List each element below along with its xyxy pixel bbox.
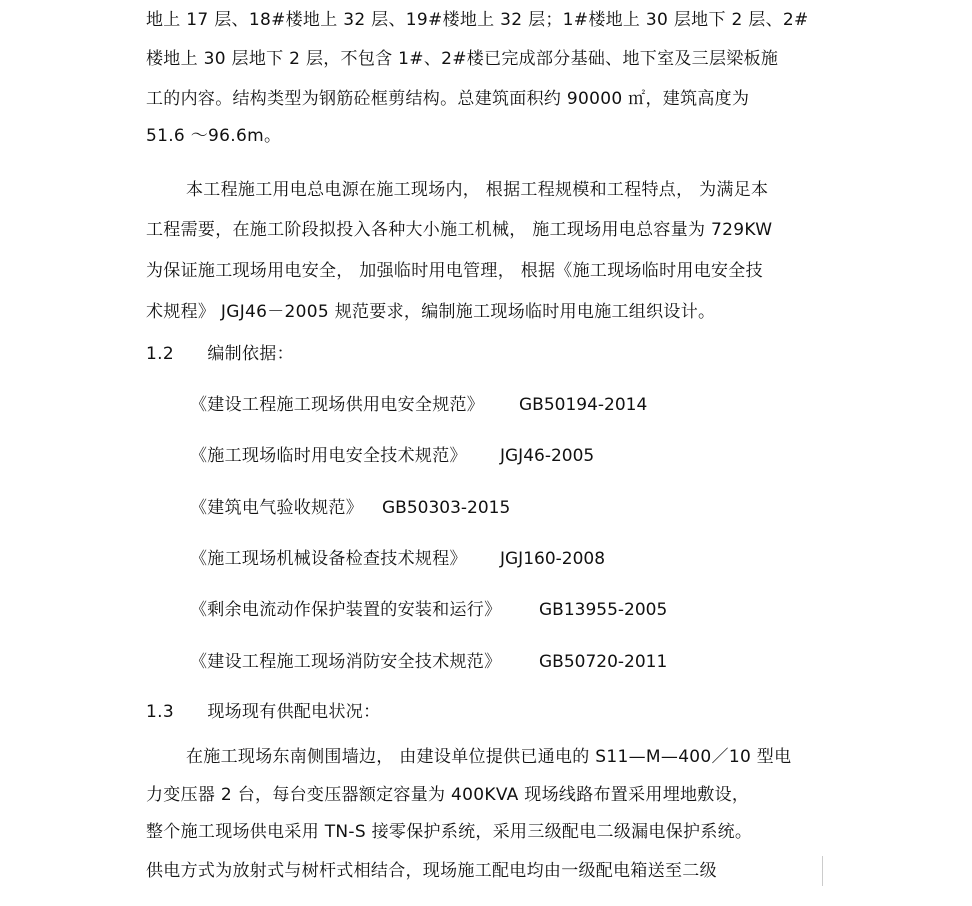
reference-item (190, 393, 484, 417)
paragraph2-line4: 术规程》 JGJ46－2005 规范要求，编制施工现场临时用电施工组织设计。 (146, 302, 716, 322)
section-number: 1.2 (146, 344, 174, 364)
paragraph1-line3: 工的内容。结构类型为钢筋砼框剪结构。总建筑面积约 90000 ㎡，建筑高度为 (146, 89, 750, 109)
paragraph1-line2: 楼地上 30 层地下 2 层，不包含 1#、2#楼已完成部分基础、地下室及三层梁板施 (146, 49, 779, 69)
reference-name: 《施工现场机械设备检查技术规程》 (190, 549, 467, 569)
reference-name: 《建筑电气验收规范》 (190, 498, 363, 518)
reference-item (190, 598, 501, 622)
reference-item (190, 650, 501, 674)
section-1-2-heading (146, 342, 294, 366)
section-title: 现场现有供配电状况： (207, 702, 381, 722)
section-1-3-heading (146, 700, 380, 724)
reference-code: GB13955-2005 (539, 600, 668, 620)
paragraph2-line2: 工程需要，在施工阶段拟投入各种大小施工机械， 施工现场用电总容量为 729KW (146, 220, 773, 240)
reference-code: GB50720-2011 (539, 652, 668, 672)
paragraph2-line3: 为保证施工现场用电安全， 加强临时用电管理， 根据《施工现场临时用电安全技 (146, 261, 763, 281)
paragraph3-line3: 整个施工现场供电采用 TN-S 接零保护系统，采用三级配电二级漏电保护系统。 (146, 822, 753, 842)
reference-name: 《建设工程施工现场消防安全技术规范》 (190, 652, 502, 672)
reference-item (190, 444, 467, 468)
reference-name: 《施工现场临时用电安全技术规范》 (190, 446, 467, 466)
reference-item (190, 547, 467, 571)
paragraph1-line1: 地上 17 层、18#楼地上 32 层、19#楼地上 32 层；1#楼地上 30 层地下 2 层、2# (146, 10, 809, 30)
reference-item (190, 496, 363, 520)
reference-name: 《建设工程施工现场供用电安全规范》 (190, 395, 485, 415)
reference-code: GB50194-2014 (519, 395, 648, 415)
paragraph3-line4: 供电方式为放射式与树杆式相结合，现场施工配电均由一级配电箱送至二级 (146, 861, 717, 881)
reference-code: GB50303-2015 (382, 498, 511, 518)
paragraph3-line1: 在施工现场东南侧围墙边， 由建设单位提供已通电的 S11—M—400／10 型电 (186, 747, 792, 767)
margin-rule (822, 856, 823, 886)
paragraph3-line2: 力变压器 2 台，每台变压器额定容量为 400KVA 现场线路布置采用埋地敷设， (146, 785, 750, 805)
paragraph1-line4: 51.6 ～96.6m。 (146, 126, 282, 146)
reference-code: JGJ46-2005 (500, 446, 595, 466)
reference-code: JGJ160-2008 (500, 549, 606, 569)
reference-name: 《剩余电流动作保护装置的安装和运行》 (190, 600, 502, 620)
paragraph2-line1: 本工程施工用电总电源在施工现场内， 根据工程规模和工程特点， 为满足本 (186, 180, 769, 200)
section-number: 1.3 (146, 702, 174, 722)
section-title: 编制依据： (207, 344, 294, 364)
